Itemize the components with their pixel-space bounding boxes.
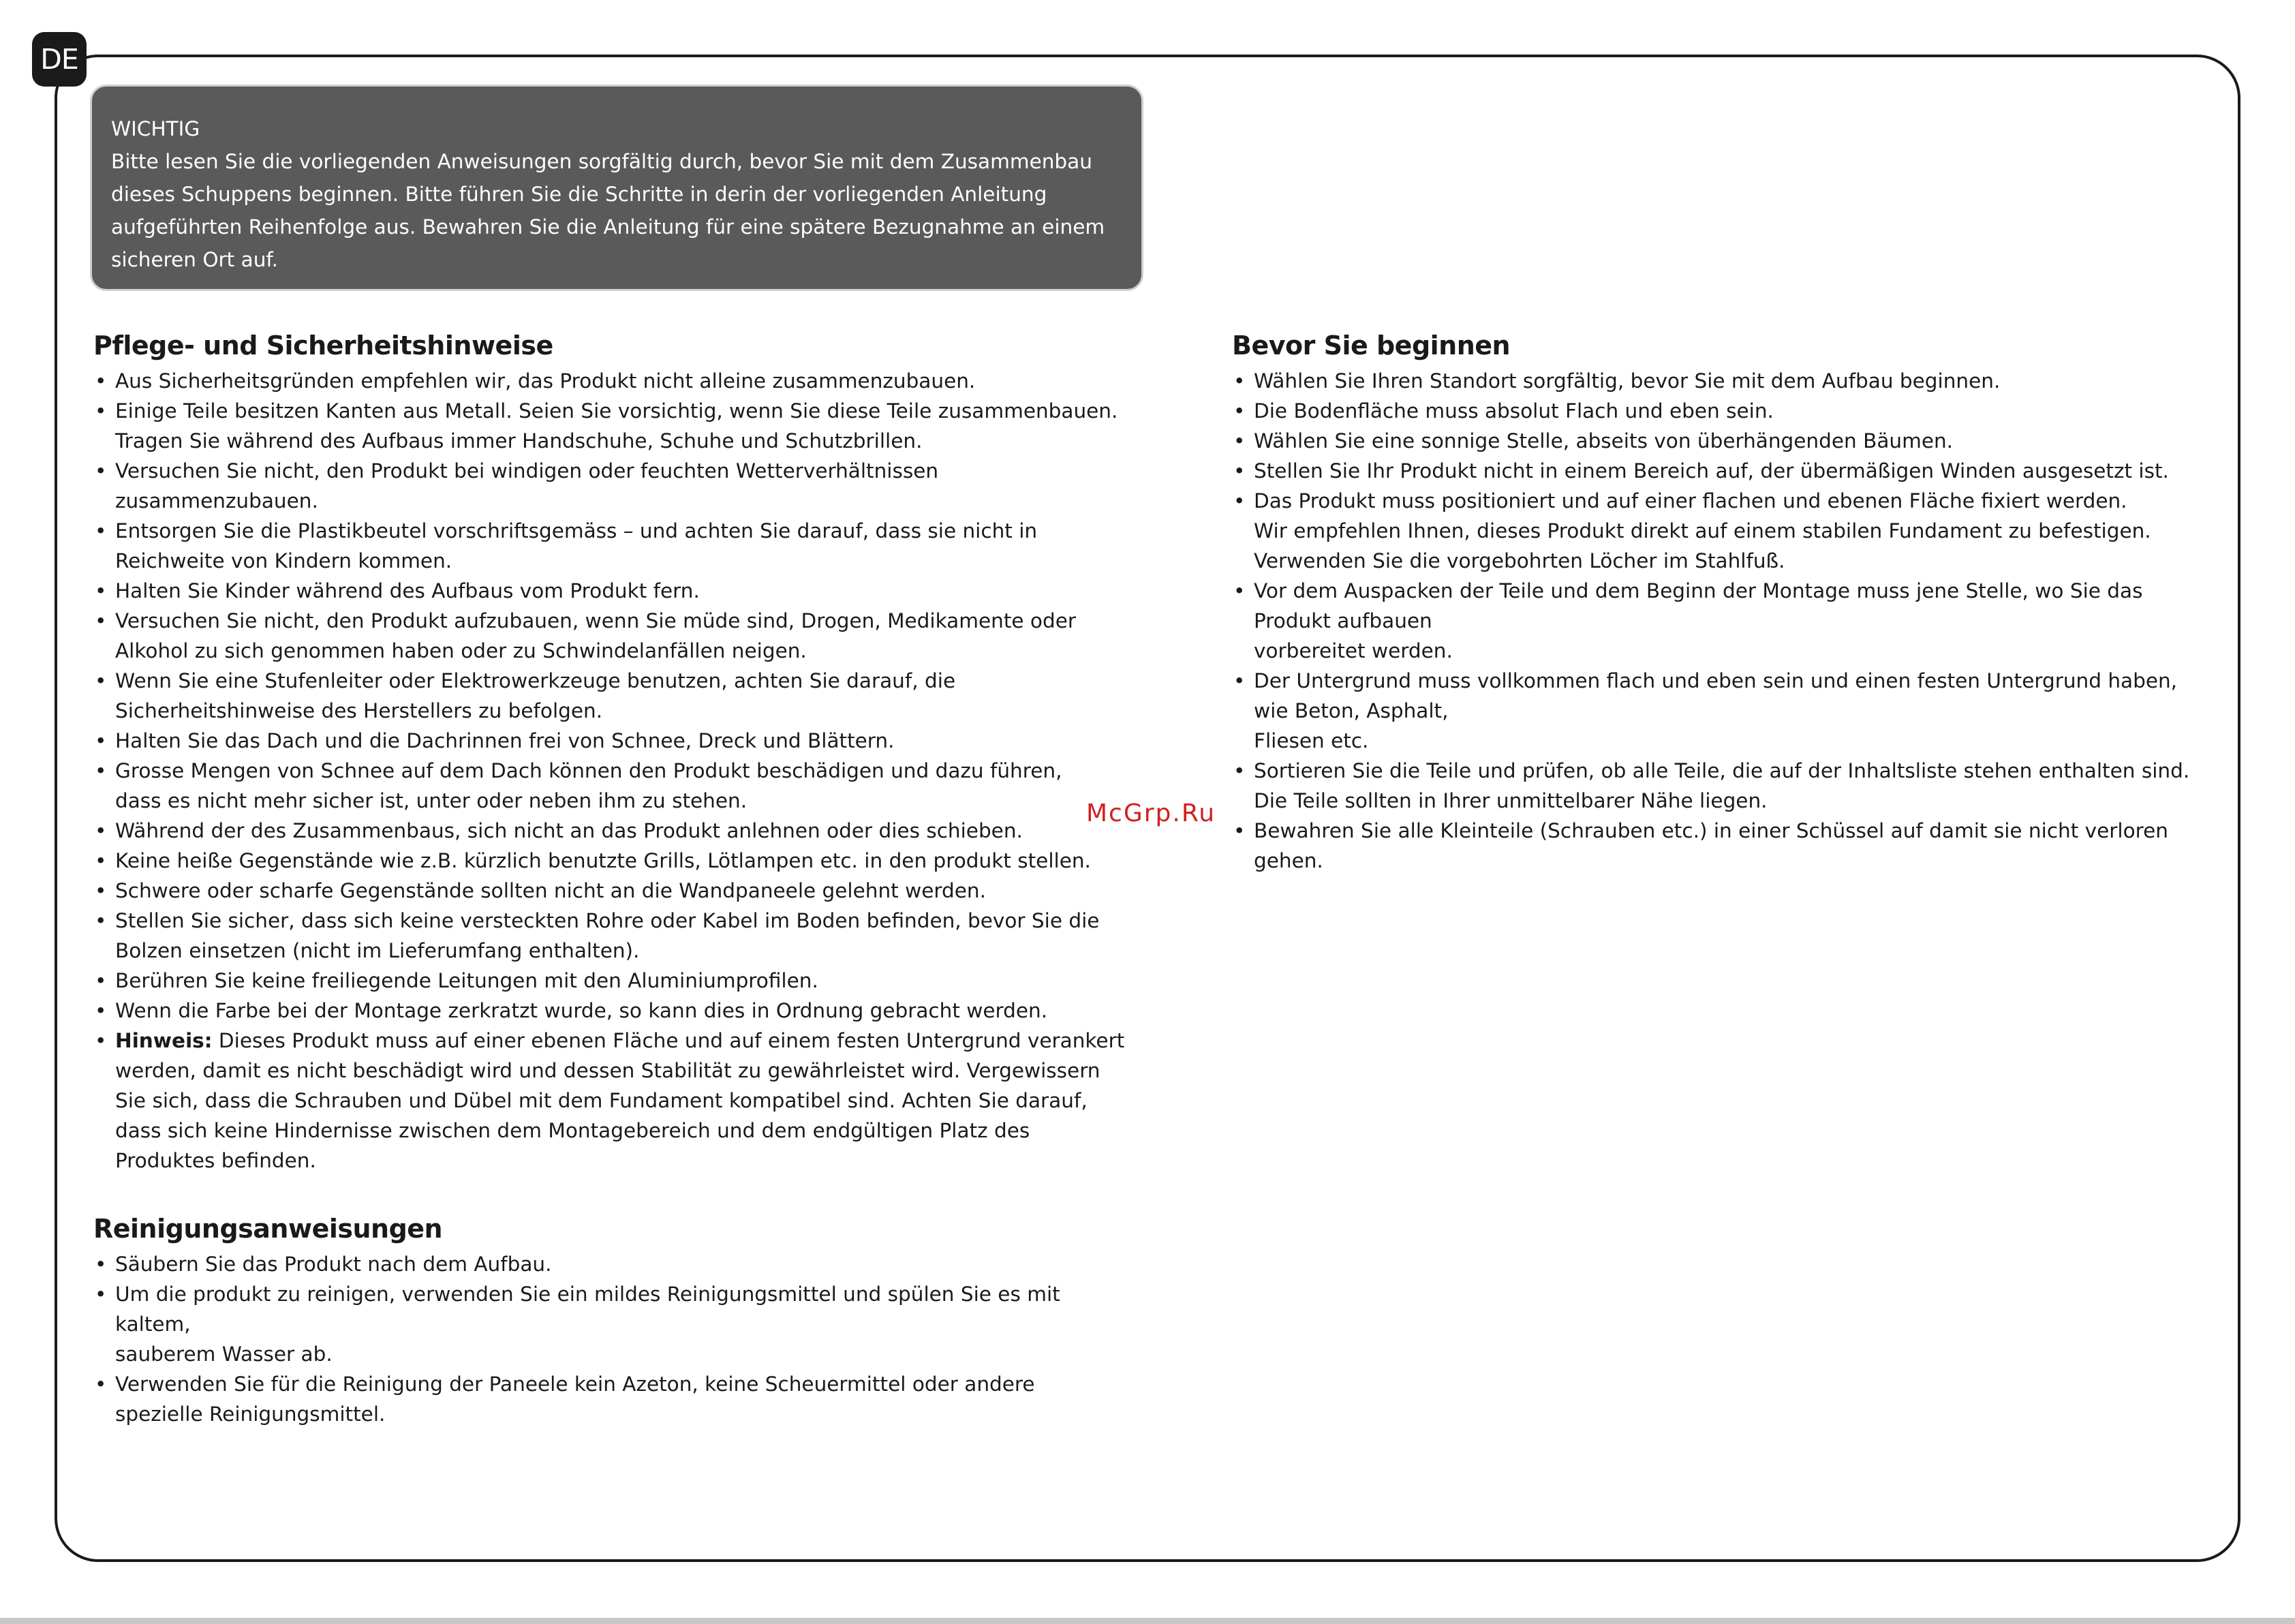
list-item-text: Wenn Sie eine Stufenleiter oder Elektrowerkzeuge benutzen, achten Sie darauf, die Sicherheitshinweise des Herstellers zu befolgen. bbox=[115, 669, 956, 722]
before-you-begin-section bbox=[1232, 325, 2220, 876]
bullet: • bbox=[95, 849, 107, 872]
list-item bbox=[93, 1249, 1150, 1279]
list-item bbox=[93, 816, 1150, 846]
bullet: • bbox=[1233, 489, 1246, 512]
list-item-text: Einige Teile besitzen Kanten aus Metall. Seien Sie vorsichtig, wenn Sie diese Teile zusammenbauen. Tragen Sie während des Aufbaus immer Handschuhe, Schuhe und Schutzbrillen. bbox=[115, 399, 1118, 453]
bullet: • bbox=[95, 459, 107, 482]
bullet: • bbox=[1233, 759, 1246, 782]
bullet: • bbox=[95, 759, 107, 782]
bullet: • bbox=[95, 399, 107, 423]
page-bottom-band bbox=[0, 1618, 2295, 1624]
cleaning-heading: Reinigungsanweisungen bbox=[93, 1214, 443, 1244]
bullet: • bbox=[95, 669, 107, 692]
language-badge: DE bbox=[32, 32, 87, 87]
list-item bbox=[93, 756, 1150, 816]
bullet: • bbox=[95, 519, 107, 542]
list-item-text: Bewahren Sie alle Kleinteile (Schrauben etc.) in einer Schüssel auf damit sie nicht verloren gehen. bbox=[1254, 819, 2168, 872]
list-item-text: Verwenden Sie für die Reinigung der Paneele kein Azeton, keine Scheuermittel oder andere spezielle Reinigungsmittel. bbox=[115, 1373, 1035, 1426]
notice-title: WICHTIG bbox=[111, 117, 200, 140]
list-item-text: Sortieren Sie die Teile und prüfen, ob alle Teile, die auf der Inhaltsliste stehen enthalten sind. Die Teile sollten in Ihrer unmittelbarer Nähe liegen. bbox=[1254, 759, 2190, 812]
bullet: • bbox=[1233, 369, 1246, 393]
right-column bbox=[1232, 325, 2220, 876]
list-item-text: Wählen Sie eine sonnige Stelle, abseits von überhängenden Bäumen. bbox=[1254, 429, 1954, 453]
note-text: Dieses Produkt muss auf einer ebenen Fläche und auf einem festen Untergrund verankert werden, damit es nicht beschädigt wird und dessen Stabilität zu gewährleistet wird. Vergewissern Sie sich, dass die Schrauben und Dübel mit dem Fundament kompatibel sind. Achten Sie darauf, dass sich keine Hindernisse zwischen dem Montagebereich und dem endgültigen Platz des Produktes befinden. bbox=[115, 1029, 1125, 1172]
list-item-text: Versuchen Sie nicht, den Produkt aufzubauen, wenn Sie müde sind, Drogen, Medikamente oder Alkohol zu sich genommen haben oder zu Schwindelanfällen neigen. bbox=[115, 609, 1076, 662]
bullet: • bbox=[95, 999, 107, 1022]
list-item bbox=[93, 966, 1150, 996]
list-item bbox=[1232, 576, 2220, 666]
list-item bbox=[93, 606, 1150, 666]
watermark: McGrp.Ru bbox=[1086, 799, 1216, 827]
list-item-text: Das Produkt muss positioniert und auf einer flachen und ebenen Fläche fixiert werden. Wir empfehlen Ihnen, dieses Produkt direkt auf einem stabilen Fundament zu befestigen. Verwenden Sie die vorgebohrten Löcher im Stahlfuß. bbox=[1254, 489, 2151, 572]
before-you-begin-heading: Bevor Sie beginnen bbox=[1232, 331, 1511, 361]
bullet: • bbox=[95, 969, 107, 992]
list-item-text: Während der des Zusammenbaus, sich nicht an das Produkt anlehnen oder dies schieben. bbox=[115, 819, 1023, 842]
list-item-text: Aus Sicherheitsgründen empfehlen wir, das Produkt nicht alleine zusammenzubauen. bbox=[115, 369, 976, 393]
bullet: • bbox=[95, 369, 107, 393]
bullet: • bbox=[95, 1253, 107, 1276]
important-notice-box bbox=[90, 85, 1143, 291]
list-item bbox=[1232, 396, 2220, 426]
bullet: • bbox=[1233, 579, 1246, 602]
bullet: • bbox=[95, 819, 107, 842]
list-item bbox=[1232, 666, 2220, 756]
list-item bbox=[1232, 456, 2220, 486]
list-item bbox=[93, 876, 1150, 906]
list-item-text: Grosse Mengen von Schnee auf dem Dach können den Produkt beschädigen und dazu führen, dass es nicht mehr sicher ist, unter oder neben ihm zu stehen. bbox=[115, 759, 1062, 812]
list-item-text: Wenn die Farbe bei der Montage zerkratzt wurde, so kann dies in Ordnung gebracht werden. bbox=[115, 999, 1048, 1022]
list-item-text: Stellen Sie sicher, dass sich keine versteckten Rohre oder Kabel im Boden befinden, bevor Sie die Bolzen einsetzen (nicht im Lieferumfang enthalten). bbox=[115, 909, 1100, 962]
list-item bbox=[1232, 426, 2220, 456]
bullet: • bbox=[95, 1373, 107, 1396]
note-item bbox=[93, 1026, 1150, 1176]
notice-body: Bitte lesen Sie die vorliegenden Anweisungen sorgfältig durch, bevor Sie mit dem Zusammenbau dieses Schuppens beginnen. Bitte führen Sie die Schritte in derin der vorliegenden Anleitung aufgeführten Reihenfolge aus. Bewahren Sie die Anleitung für eine spätere Bezugnahme an einem sicheren Ort auf. bbox=[111, 150, 1105, 271]
list-item bbox=[93, 666, 1150, 726]
bullet: • bbox=[95, 609, 107, 632]
cleaning-section bbox=[93, 1208, 1150, 1429]
list-item bbox=[93, 456, 1150, 516]
list-item-text: Schwere oder scharfe Gegenstände sollten nicht an die Wandpaneele gelehnt werden. bbox=[115, 879, 986, 902]
list-item bbox=[1232, 756, 2220, 816]
list-item-text: Stellen Sie Ihr Produkt nicht in einem Bereich auf, der übermäßigen Winden ausgesetzt ist. bbox=[1254, 459, 2169, 482]
list-item-text: Der Untergrund muss vollkommen flach und eben sein und einen festen Untergrund haben, wie Beton, Asphalt, Fliesen etc. bbox=[1254, 669, 2178, 752]
bullet: • bbox=[1233, 459, 1246, 482]
list-item bbox=[1232, 366, 2220, 396]
list-item bbox=[93, 996, 1150, 1026]
bullet: • bbox=[1233, 669, 1246, 692]
list-item bbox=[93, 846, 1150, 876]
list-item bbox=[93, 726, 1150, 756]
bullet: • bbox=[1233, 399, 1246, 423]
list-item bbox=[93, 366, 1150, 396]
list-item-text: Entsorgen Sie die Plastikbeutel vorschriftsgemäss – und achten Sie darauf, dass sie nicht in Reichweite von Kindern kommen. bbox=[115, 519, 1038, 572]
list-item-text: Säubern Sie das Produkt nach dem Aufbau. bbox=[115, 1253, 552, 1276]
list-item-text: Halten Sie das Dach und die Dachrinnen frei von Schnee, Dreck und Blättern. bbox=[115, 729, 895, 752]
list-item-text: Wählen Sie Ihren Standort sorgfältig, bevor Sie mit dem Aufbau beginnen. bbox=[1254, 369, 2001, 393]
list-item bbox=[1232, 816, 2220, 876]
list-item bbox=[93, 516, 1150, 576]
cleaning-list bbox=[93, 1249, 1150, 1429]
care-safety-heading: Pflege- und Sicherheitshinweise bbox=[93, 331, 553, 361]
list-item-text: Versuchen Sie nicht, den Produkt bei windigen oder feuchten Wetterverhältnissen zusammenzubauen. bbox=[115, 459, 939, 512]
bullet: • bbox=[95, 879, 107, 902]
bullet: • bbox=[1233, 429, 1246, 453]
list-item-text: Berühren Sie keine freiliegende Leitungen mit den Aluminiumprofilen. bbox=[115, 969, 818, 992]
list-item-text: Um die produkt zu reinigen, verwenden Sie ein mildes Reinigungsmittel und spülen Sie es mit kaltem, sauberem Wasser ab. bbox=[115, 1283, 1060, 1366]
care-safety-list bbox=[93, 366, 1150, 1176]
note-label: Hinweis: bbox=[115, 1029, 213, 1052]
list-item-text: Keine heiße Gegenstände wie z.B. kürzlich benutzte Grills, Lötlampen etc. in den produkt stellen. bbox=[115, 849, 1091, 872]
bullet: • bbox=[95, 579, 107, 602]
bullet: • bbox=[95, 729, 107, 752]
list-item-text: Vor dem Auspacken der Teile und dem Beginn der Montage muss jene Stelle, wo Sie das Produkt aufbauen vorbereitet werden. bbox=[1254, 579, 2143, 662]
left-column bbox=[93, 325, 1150, 1429]
before-you-begin-list bbox=[1232, 366, 2220, 876]
bullet: • bbox=[1233, 819, 1246, 842]
list-item bbox=[93, 576, 1150, 606]
bullet: • bbox=[95, 909, 107, 932]
list-item-text: Halten Sie Kinder während des Aufbaus vom Produkt fern. bbox=[115, 579, 700, 602]
care-safety-section bbox=[93, 325, 1150, 1176]
list-item bbox=[93, 396, 1150, 456]
list-item bbox=[93, 906, 1150, 966]
list-item bbox=[1232, 486, 2220, 576]
bullet: • bbox=[95, 1283, 107, 1306]
bullet: • bbox=[95, 1029, 107, 1052]
list-item bbox=[93, 1279, 1150, 1369]
list-item-text: Die Bodenfläche muss absolut Flach und eben sein. bbox=[1254, 399, 1774, 423]
list-item bbox=[93, 1369, 1150, 1429]
